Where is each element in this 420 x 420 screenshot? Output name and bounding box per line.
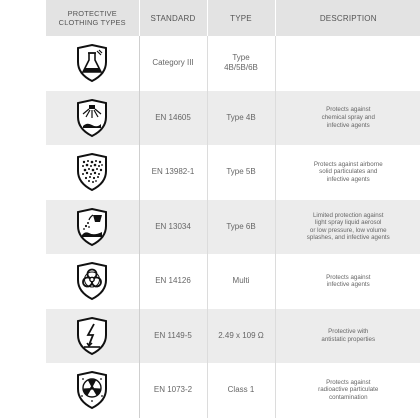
standard-value: EN 14605 [155,112,191,122]
protective-clothing-table-page [46,0,420,420]
description-line: radioactive particulate [318,386,379,394]
standard-value: EN 14126 [155,276,191,286]
type-cell [207,36,275,91]
description-cell [275,91,420,146]
header-protective-clothing-types [46,0,139,36]
header-col1-line2: CLOTHING TYPES [58,18,126,27]
standard-cell [139,309,207,364]
description-line: solid particulates and [319,168,378,176]
airborne-particles-icon [75,152,109,192]
type-value-line1: Type 4B [226,112,256,122]
icon-cell [46,145,139,200]
liquid-splash-icon [75,207,109,247]
type-cell [207,309,275,364]
icon-cell [46,36,139,91]
table-row [46,254,420,309]
description-line: infective agents [326,121,370,129]
description-line: contamination [328,394,368,402]
standard-cell [139,254,207,309]
description-line: or low pressure, low volume [309,226,387,234]
description-line: chemical spray and [321,113,375,121]
type-value-line1: 2.49 x 109 Ω [218,330,264,340]
type-value-line1: Multi [232,276,250,286]
table-row [46,200,420,255]
description-line: splashes, and infective agents [306,234,390,242]
description-cell [275,200,420,255]
standard-value: EN 1149-5 [154,330,192,340]
icon-cell [46,309,139,364]
header-col1-line1: PROTECTIVE [67,9,117,18]
radioactive-particles-icon [75,370,109,410]
description-line: Protects against airborne [313,160,383,168]
standard-value: EN 13982-1 [151,167,195,177]
protective-clothing-table [46,0,420,418]
description-cell [275,36,420,91]
standard-value: EN 13034 [155,221,191,231]
description-line: infective agents [326,176,370,184]
description-line: Protects against [326,273,371,281]
description-line: antistatic properties [321,335,376,343]
description-line: Protects against [326,378,371,386]
type-cell [207,363,275,418]
header-description: DESCRIPTION [275,0,420,36]
table-row [46,363,420,418]
description-line: light spray liquid aerosol [315,219,382,227]
type-cell [207,254,275,309]
type-value-line1: Type [232,53,250,63]
table-row [46,145,420,200]
type-value-line2: 4B/5B/6B [224,63,258,73]
description-cell [275,254,420,309]
icon-cell [46,91,139,146]
table-header-row [46,0,420,36]
type-cell [207,145,275,200]
description-cell [275,363,420,418]
standard-cell [139,145,207,200]
description-cell [275,309,420,364]
icon-cell [46,200,139,255]
standard-cell [139,36,207,91]
type-value-line1: Class 1 [227,385,255,395]
antistatic-lightning-icon [75,316,109,356]
header-standard: STANDARD [139,0,207,36]
type-cell [207,200,275,255]
type-value-line1: Type 6B [226,221,256,231]
header-type: TYPE [207,0,275,36]
description-line: infective agents [326,281,370,289]
biohazard-icon [75,261,109,301]
chemical-spray-icon [75,98,109,138]
icon-cell [46,254,139,309]
description-line: Protective with [328,328,369,336]
standard-cell [139,363,207,418]
description-line: Limited protection against [312,211,384,219]
standard-cell [139,91,207,146]
standard-value: Category III [152,58,194,68]
table-row [46,36,420,91]
standard-value: EN 1073-2 [153,385,193,395]
table-row [46,91,420,146]
description-line: Protects against [326,106,371,114]
table-row [46,309,420,364]
type-cell [207,91,275,146]
standard-cell [139,200,207,255]
chemical-flask-icon [75,43,109,83]
description-cell [275,145,420,200]
icon-cell [46,363,139,418]
type-value-line1: Type 5B [226,167,256,177]
